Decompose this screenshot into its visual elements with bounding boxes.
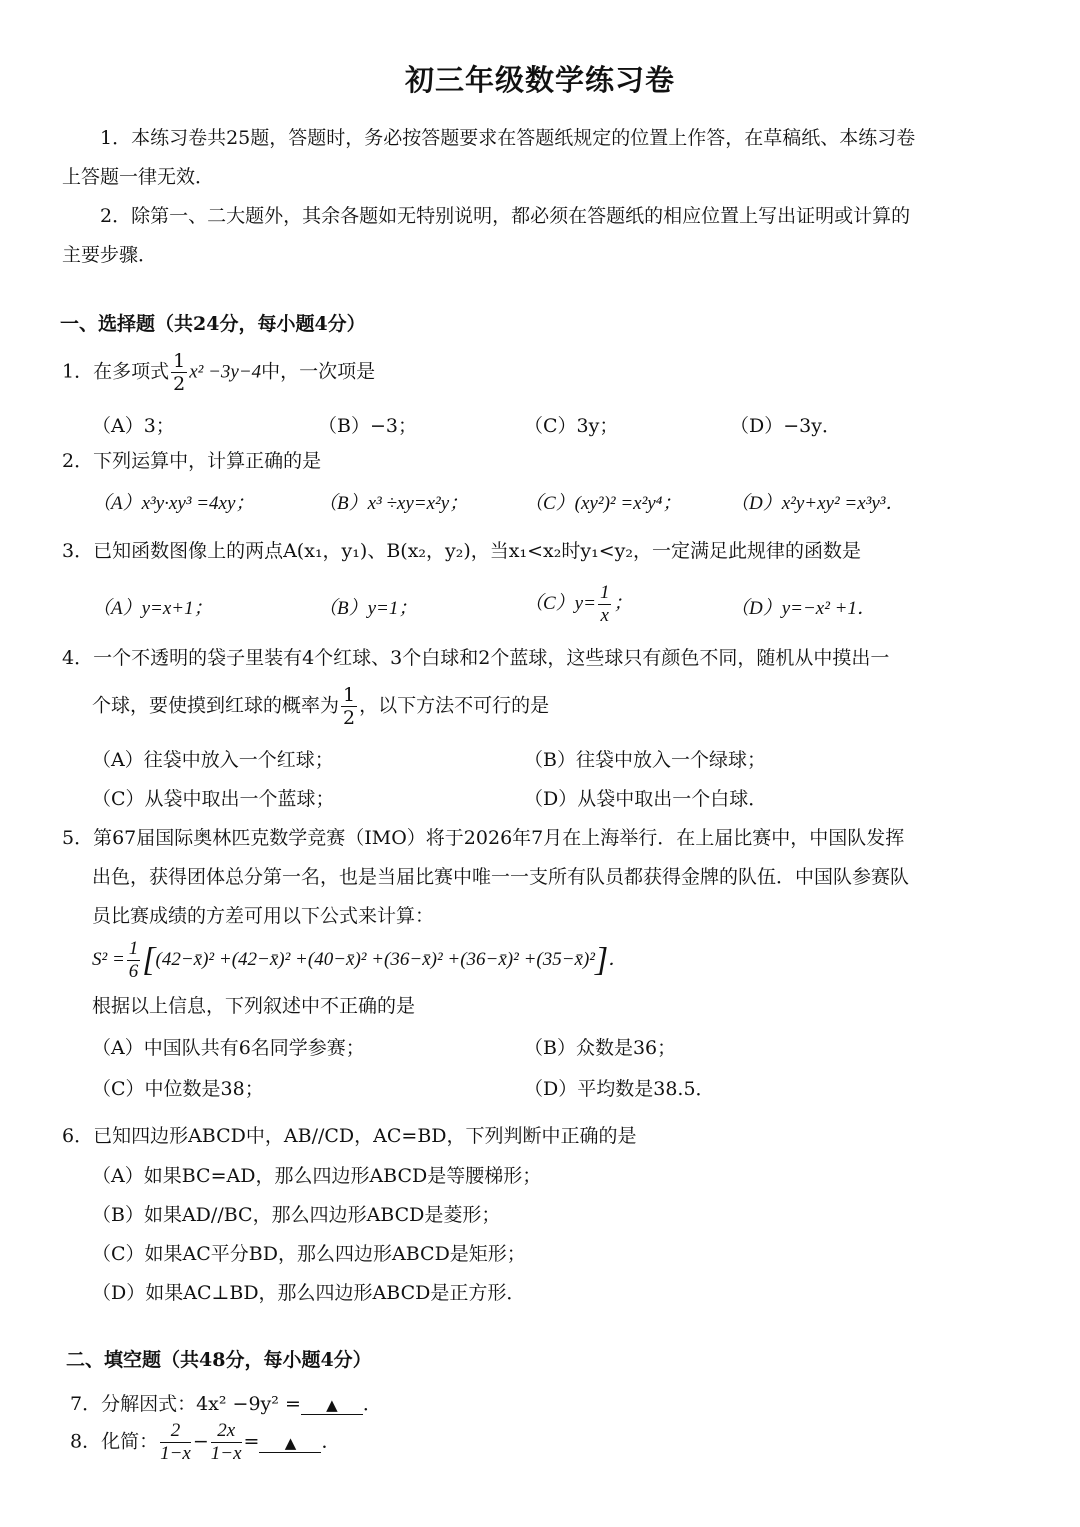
note-2: 2．除第一、二大题外，其余各题如无特别说明，都必须在答题纸的相应位置上写出证明或计算的 (100, 205, 911, 227)
q6-option-c: （C）如果AC平分BD，那么四边形ABCD是矩形； (92, 1243, 526, 1265)
q1-frac-num: 1 (173, 350, 186, 372)
q6-option-a: （A）如果BC=AD，那么四边形ABCD是等腰梯形； (92, 1165, 542, 1187)
section-fill-heading: 二、填空题（共48分，每小题4分） (66, 1349, 372, 1371)
q4-frac-den: 2 (343, 707, 356, 729)
q3-c-fraction (598, 582, 612, 627)
q5-formula-rhs: (42−x̄)² +(42−x̄)² +(40−x̄)² +(36−x̄)² +(36−x̄)² +(35−x̄)² (155, 948, 596, 970)
left-bracket: [ (142, 941, 156, 979)
question-7 (70, 1390, 382, 1418)
question-5-line-3: 员比赛成绩的方差可用以下公式来计算： (92, 905, 435, 927)
q8-f2-den: 1−x (210, 1443, 242, 1464)
q7-end: ． (362, 1393, 382, 1415)
q4-frac-num: 1 (343, 684, 356, 706)
q2-option-c: （C）(xy²)² =x²y⁴； (524, 493, 682, 514)
q5-option-d: （D）平均数是38.5． (524, 1078, 715, 1100)
q8-fraction-1 (160, 1420, 191, 1465)
q1-option-c: （C）3y； (524, 415, 619, 437)
q1-suffix: 中，一次项是 (261, 360, 376, 383)
q1-expression: x² −3y−4 (189, 361, 262, 383)
question-8 (70, 1420, 340, 1465)
section-choice-heading: 一、选择题（共24分，每小题4分） (60, 313, 366, 335)
q5-option-a: （A）中国队共有6名同学参赛； (92, 1037, 365, 1059)
q7-answer-blank: ▲ (301, 1396, 363, 1415)
q2-option-d: （D）x²y+xy² =x³y³． (730, 493, 905, 514)
q8-equals: = (243, 1430, 260, 1453)
q8-stem: 8．化简： (70, 1430, 159, 1453)
question-3: 3．已知函数图像上的两点A(x₁，y₁)、B(x₂，y₂)，当x₁<x₂时y₁<y₂，一定满足此规律的函数是 (62, 540, 861, 562)
question-5-line-4: 根据以上信息，下列叙述中不正确的是 (92, 995, 416, 1017)
q3-option-a: （A）y=x+1； (92, 598, 213, 619)
q8-f1-num: 2 (160, 1420, 191, 1443)
q5-option-b: （B）众数是36； (524, 1037, 677, 1059)
q1-option-b: （B）−3； (318, 415, 417, 437)
question-1 (62, 350, 375, 395)
question-4-line-2 (92, 684, 549, 729)
q3-option-d: （D）y=−x² +1． (730, 598, 876, 619)
q2-option-b: （B）x³ ÷xy=x²y； (318, 493, 469, 514)
q3-c-den: x (600, 605, 609, 626)
q3-c-suffix: ； (613, 592, 633, 614)
question-5-line-1: 5．第67届国际奥林匹克数学竞赛（IMO）将于2026年7月在上海举行．在上届比赛中，中国队发挥 (62, 827, 905, 849)
q7-stem: 7．分解因式：4x² −9y² = (70, 1393, 301, 1415)
exam-title: 初三年级数学练习卷 (404, 63, 675, 97)
question-5-line-2: 出色，获得团体总分第一名，也是当届比赛中唯一一支所有队员都获得金牌的队伍．中国队参赛队 (92, 866, 910, 888)
q4-option-d: （D）从袋中取出一个白球． (524, 788, 768, 810)
q4-fraction (341, 684, 357, 729)
question-4-line-1: 4．一个不透明的袋子里装有4个红球、3个白球和2个蓝球，这些球只有颜色不同，随机从中摸出一 (62, 647, 890, 669)
q5-formula-num: 1 (128, 938, 139, 959)
q5-formula-den: 6 (128, 961, 139, 982)
q1-prefix: 1．在多项式 (62, 360, 170, 383)
q5-option-c: （C）中位数是38； (92, 1078, 264, 1100)
q3-option-c (524, 582, 632, 627)
q4-option-b: （B）往袋中放入一个绿球； (524, 749, 766, 771)
q5-formula-fraction (127, 938, 141, 983)
question-2: 2．下列运算中，计算正确的是 (62, 450, 322, 472)
q3-option-b: （B）y=1； (318, 598, 418, 619)
note-1: 1．本练习卷共25题，答题时，务必按答题要求在答题纸规定的位置上作答，在草稿纸、本练习卷 (100, 127, 916, 149)
note-2-cont: 主要步骤． (62, 244, 158, 266)
q5-formula-lhs: S² = (92, 948, 125, 970)
right-bracket: ] (595, 941, 609, 979)
q6-option-b: （B）如果AD//BC，那么四边形ABCD是菱形； (92, 1204, 501, 1226)
q8-answer-blank: ▲ (259, 1434, 321, 1453)
q5-formula-end: ． (608, 948, 628, 970)
q1-option-a: （A）3； (92, 415, 175, 437)
q4-option-c: （C）从袋中取出一个蓝球； (92, 788, 335, 810)
q1-frac-den: 2 (173, 373, 186, 395)
q8-f1-den: 1−x (160, 1443, 191, 1464)
q3-c-prefix: （C）y= (524, 592, 596, 614)
q8-end: ． (321, 1430, 341, 1453)
q8-minus: − (192, 1430, 209, 1453)
q8-fraction-2 (211, 1420, 242, 1465)
q4-option-a: （A）往袋中放入一个红球； (92, 749, 334, 771)
q6-option-d: （D）如果AC⊥BD，那么四边形ABCD是正方形． (92, 1282, 526, 1304)
q4-line2-suffix: ，以下方法不可行的是 (359, 694, 550, 717)
q8-f2-num: 2x (211, 1420, 242, 1443)
q3-c-num: 1 (599, 582, 610, 603)
note-1-cont: 上答题一律无效． (62, 166, 215, 188)
q5-variance-formula (92, 938, 627, 983)
q2-option-a: （A）x³y·xy³ =4xy； (92, 493, 255, 514)
q1-fraction (171, 350, 187, 395)
q1-option-d: （D）−3y． (730, 415, 841, 437)
question-6: 6．已知四边形ABCD中，AB//CD，AC=BD，下列判断中正确的是 (62, 1125, 637, 1147)
q4-line2-prefix: 个球，要使摸到红球的概率为 (92, 694, 340, 717)
